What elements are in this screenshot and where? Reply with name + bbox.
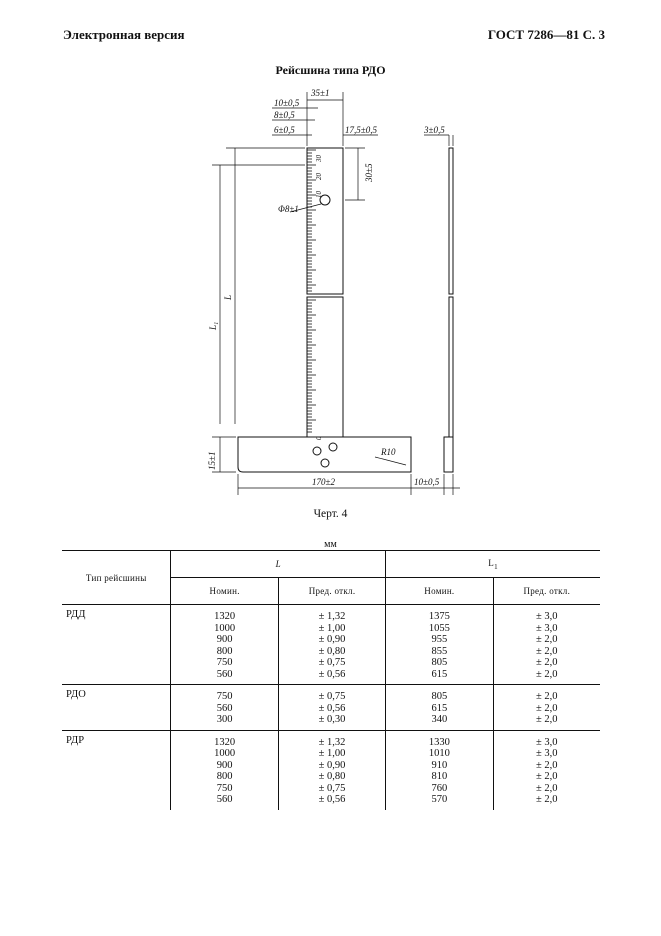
cell-value: 800 [216,771,233,782]
figure-title: Рейсшина типа РДО [275,63,386,77]
cell-l-dev [278,605,385,685]
cell-value: 560 [216,668,233,680]
cell-value: ± 0,75 [318,691,346,702]
cell-value: 1375 [428,611,450,622]
cell-value: ± 1,32 [318,736,346,748]
scale-mark-10: 10 [315,191,323,198]
cell-value: 615 [431,668,448,680]
dim-3: 3±0,5 [424,125,445,135]
cell-l-dev [278,685,385,731]
blade-upper [307,148,343,294]
header-L: L [171,551,386,578]
cell-value: ± 0,75 [318,657,346,668]
cell-l-dev [278,730,385,810]
cell-l1-nom [386,605,493,685]
header-L-nom: Номин. [171,578,278,605]
dim-10-side: 10±0,5 [414,477,440,487]
side-view-upper [449,148,453,294]
cell-value: 1010 [428,748,450,759]
cell-value: ± 2,0 [536,657,558,668]
cell-l1-dev [493,685,600,731]
table-row [62,685,600,731]
spec-table [62,550,600,810]
cell-value: ± 0,75 [318,782,346,794]
cell-value: ± 1,00 [318,622,346,634]
screw-2 [329,443,337,451]
cell-value: 750 [216,657,233,668]
cell-value: ± 0,80 [318,645,346,657]
header-L1-dev: Пред. откл. [493,578,600,605]
cell-value: 1055 [428,622,450,634]
cell-value: ± 0,90 [318,634,346,645]
cell-value: 750 [216,691,233,702]
dim-170: 170±2 [312,477,335,487]
cell-value: 1000 [214,622,236,634]
dim-R10: R10 [381,447,396,457]
dim-30: 30±5 [364,163,374,182]
cell-value: ± 0,56 [318,794,346,805]
scale-mark-30: 30 [315,155,323,162]
cell-value: ± 3,0 [536,736,558,748]
cell-value: 560 [216,702,233,714]
cell-value: 1320 [214,611,236,622]
cell-value: 1320 [214,736,236,748]
cell-value: 1330 [428,736,450,748]
cell-value: ± 2,0 [536,691,558,702]
cell-value: 900 [216,759,233,771]
cell-value: 910 [431,759,448,771]
dim-L1: L₁ [208,321,218,330]
dim-6: 6±0,5 [274,125,295,135]
cell-l1-nom [386,730,493,810]
cell-value: ± 3,0 [536,748,558,759]
header-right: ГОСТ 7286—81 С. 3 [487,27,605,42]
cell-value: 750 [216,782,233,794]
cell-l1-nom [386,685,493,731]
table-row [62,730,600,810]
header-type: Тип рейсшины [62,551,171,605]
cell-value: 805 [431,691,448,702]
cell-value: ± 0,56 [318,702,346,714]
cell-l-nom [171,730,278,810]
cell-value: ± 2,0 [536,668,558,680]
cell-value: 1000 [214,748,236,759]
dim-phi8: Φ8±1 [278,204,299,214]
row-type: РДР [66,734,85,746]
cell-value: 800 [216,645,233,657]
cell-value: ± 0,56 [318,668,346,680]
cell-l-nom [171,685,278,731]
header-L1: $L_1$ [386,551,600,578]
blade-lower [307,297,343,437]
cell-value: 560 [216,794,233,805]
cell-value: 900 [216,634,233,645]
cell-value: 570 [431,794,448,805]
dim-17-5: 17,5±0,5 [345,125,377,135]
figure-caption: Черт. 4 [313,508,348,520]
cell-value: ± 0,90 [318,759,346,771]
cell-value: ± 2,0 [536,645,558,657]
screw-3 [321,459,329,467]
cell-value: ± 0,80 [318,771,346,782]
table-row [62,605,600,685]
side-view-lower [449,297,453,437]
header-left: Электронная версия [63,27,185,42]
screw-1 [313,447,321,455]
cell-value: 760 [431,782,448,794]
cell-l-nom [171,605,278,685]
table-unit: мм [324,539,337,550]
dim-35: 35±1 [311,88,330,98]
cell-value: ± 1,32 [318,611,346,622]
dim-8: 8±0,5 [274,110,295,120]
scale-mark-20: 20 [315,173,323,180]
row-type: РДО [62,685,171,731]
row-type: РДД [62,605,171,685]
technical-drawing [0,80,661,505]
cell-value: ± 2,0 [536,714,558,725]
header-L1-nom: Номин. [386,578,493,605]
cell-l1-dev [493,605,600,685]
cell-value: ± 2,0 [536,771,558,782]
side-view-head [444,437,453,472]
table-body [62,605,600,810]
cell-value: ± 3,0 [536,611,558,622]
cell-value: ± 0,30 [318,714,346,725]
cell-value: 810 [431,771,448,782]
cell-value: ± 3,0 [536,622,558,634]
cell-value: ± 2,0 [536,634,558,645]
cell-l1-dev [493,730,600,810]
cell-value: ± 2,0 [536,794,558,805]
cell-value: ± 2,0 [536,702,558,714]
dim-15: 15±1 [207,451,217,470]
scale-mark-0: 0 [315,436,323,440]
cell-value: 855 [431,645,448,657]
cell-value: ± 2,0 [536,782,558,794]
dim-L: L [223,294,233,300]
cell-value: 340 [431,714,448,725]
cell-value: 805 [431,657,448,668]
cell-value: ± 2,0 [536,759,558,771]
dim-10: 10±0,5 [274,98,300,108]
header-L-dev: Пред. откл. [278,578,385,605]
cell-value: 955 [431,634,448,645]
cell-value: ± 1,00 [318,748,346,759]
cell-value: 300 [216,714,233,725]
cell-value: 615 [431,702,448,714]
